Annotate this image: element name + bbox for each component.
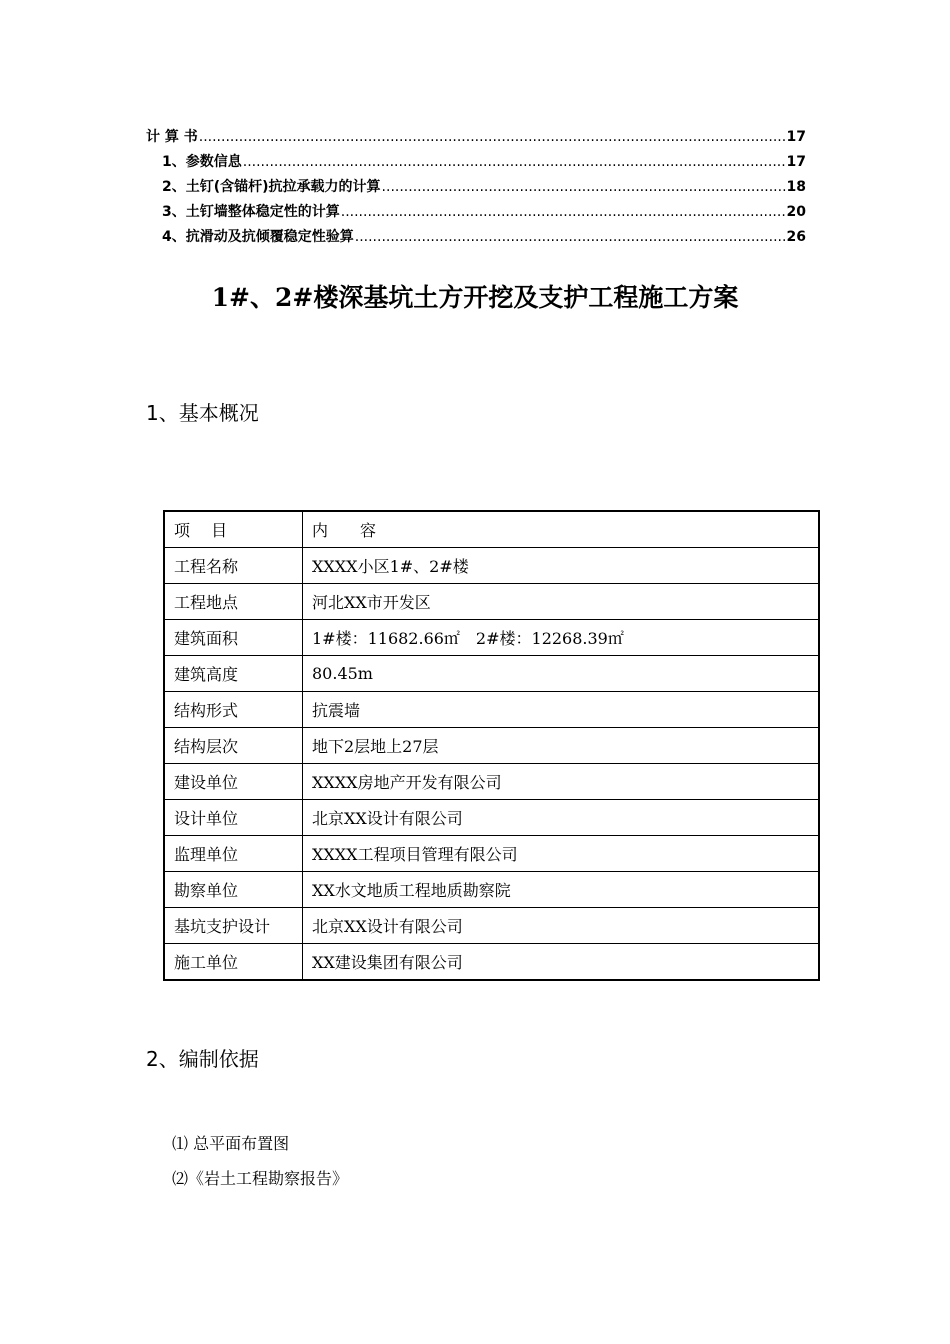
table-cell-item: 结构层次 bbox=[164, 728, 303, 764]
table-cell-content: XXXX工程项目管理有限公司 bbox=[303, 836, 820, 872]
toc-entry[interactable] bbox=[146, 150, 806, 175]
table-cell-item: 监理单位 bbox=[164, 836, 303, 872]
toc-entry-label: 计 算 书 bbox=[146, 129, 198, 145]
table-cell-item: 建设单位 bbox=[164, 764, 303, 800]
toc-entry-page: 26 bbox=[786, 229, 806, 245]
table-row bbox=[164, 692, 819, 728]
basis-list-item: ⑴ 总平面布置图 bbox=[172, 1134, 290, 1153]
table-row bbox=[164, 764, 819, 800]
table-cell-content: XXXX房地产开发有限公司 bbox=[303, 764, 820, 800]
table-cell-content: 抗震墙 bbox=[303, 692, 820, 728]
toc-entry-label: 1、参数信息 bbox=[162, 154, 242, 170]
section-heading-basis: 2、编制依据 bbox=[146, 1047, 259, 1071]
table-cell-item: 勘察单位 bbox=[164, 872, 303, 908]
table-cell-content: 北京XX设计有限公司 bbox=[303, 908, 820, 944]
table-cell-item: 建筑高度 bbox=[164, 656, 303, 692]
table-cell-item: 工程地点 bbox=[164, 584, 303, 620]
table-of-contents bbox=[146, 125, 806, 250]
table-cell-content: XX水文地质工程地质勘察院 bbox=[303, 872, 820, 908]
table-cell-item: 设计单位 bbox=[164, 800, 303, 836]
table-header-cell: 项 目 bbox=[164, 511, 303, 548]
toc-leader-dots bbox=[382, 175, 786, 200]
table-cell-content: 河北XX市开发区 bbox=[303, 584, 820, 620]
toc-entry-page: 17 bbox=[786, 129, 806, 145]
table-cell-content: XX建设集团有限公司 bbox=[303, 944, 820, 981]
table-cell-content: 80.45m bbox=[303, 656, 820, 692]
toc-entry[interactable] bbox=[146, 175, 806, 200]
toc-entry[interactable] bbox=[146, 225, 806, 250]
table-row bbox=[164, 728, 819, 764]
table-cell-content: XXXX小区1#、2#楼 bbox=[303, 548, 820, 584]
table-row bbox=[164, 584, 819, 620]
toc-leader-dots bbox=[341, 200, 786, 225]
toc-entry-label: 3、土钉墙整体稳定性的计算 bbox=[162, 204, 340, 220]
table-row bbox=[164, 872, 819, 908]
table-row bbox=[164, 620, 819, 656]
table-header-cell: 内 容 bbox=[303, 511, 820, 548]
toc-entry-label: 4、抗滑动及抗倾覆稳定性验算 bbox=[162, 229, 354, 245]
toc-leader-dots bbox=[243, 150, 786, 175]
table-row bbox=[164, 836, 819, 872]
table-cell-content: 北京XX设计有限公司 bbox=[303, 800, 820, 836]
section-heading-overview: 1、基本概况 bbox=[146, 401, 259, 425]
document-title: 1#、2#楼深基坑土方开挖及支护工程施工方案 bbox=[211, 283, 739, 312]
table-cell-content: 1#楼：11682.66㎡ 2#楼：12268.39㎡ bbox=[303, 620, 820, 656]
toc-leader-dots bbox=[355, 225, 786, 250]
basis-list-item: ⑵《岩土工程勘察报告》 bbox=[172, 1169, 349, 1188]
table-row bbox=[164, 548, 819, 584]
toc-entry-page: 20 bbox=[786, 204, 806, 220]
table-cell-content: 地下2层地上27层 bbox=[303, 728, 820, 764]
table-cell-item: 结构形式 bbox=[164, 692, 303, 728]
table-header-row bbox=[164, 511, 819, 548]
table-row bbox=[164, 908, 819, 944]
table-cell-item: 工程名称 bbox=[164, 548, 303, 584]
toc-entry[interactable] bbox=[146, 200, 806, 225]
table-cell-item: 施工单位 bbox=[164, 944, 303, 981]
toc-entry-page: 18 bbox=[786, 179, 806, 195]
toc-entry[interactable] bbox=[146, 125, 806, 150]
table-row bbox=[164, 944, 819, 981]
toc-leader-dots bbox=[199, 125, 786, 150]
table-row bbox=[164, 656, 819, 692]
project-info-table bbox=[163, 510, 820, 981]
table-row bbox=[164, 800, 819, 836]
toc-entry-page: 17 bbox=[786, 154, 806, 170]
toc-entry-label: 2、土钉(含锚杆)抗拉承载力的计算 bbox=[162, 179, 381, 195]
table-cell-item: 建筑面积 bbox=[164, 620, 303, 656]
table-cell-item: 基坑支护设计 bbox=[164, 908, 303, 944]
